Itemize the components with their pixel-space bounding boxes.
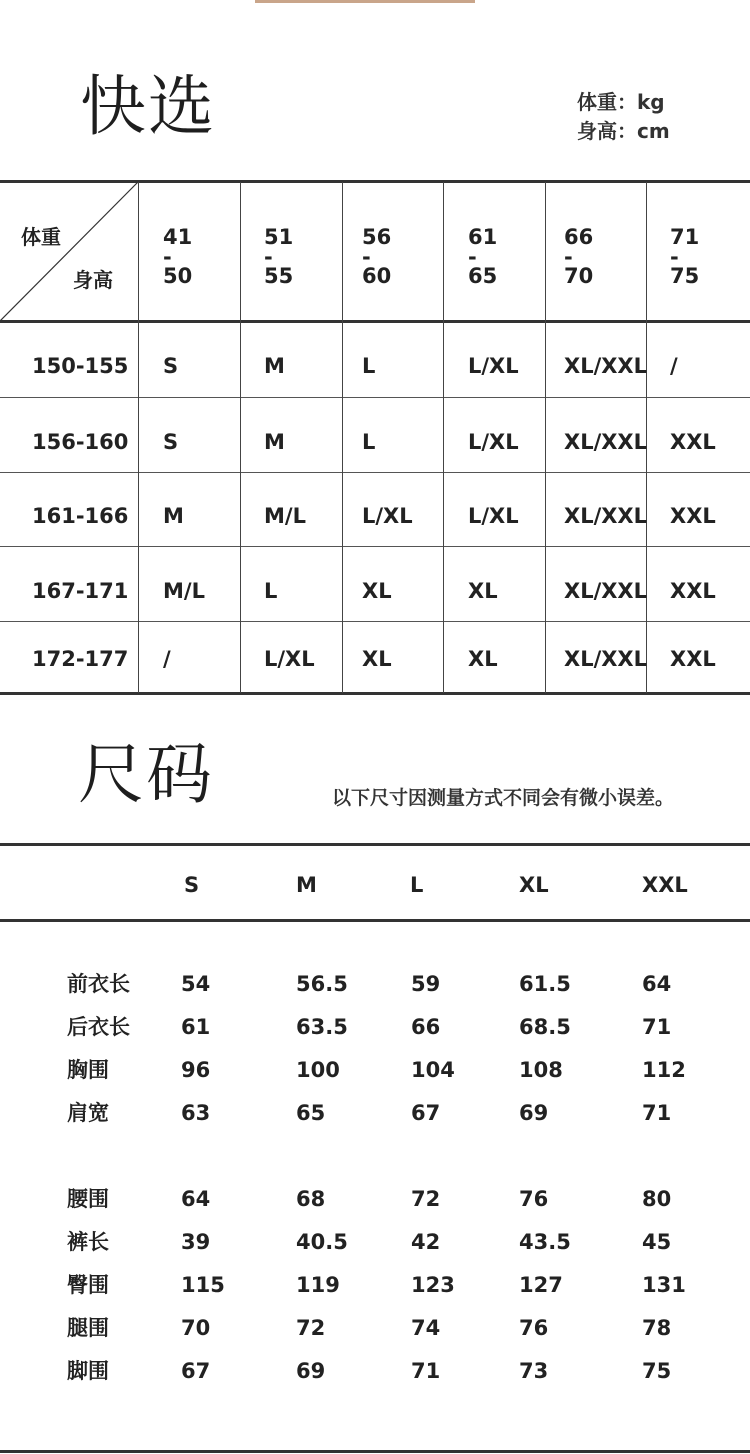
column-divider	[545, 182, 546, 693]
measurement-note: 以下尺寸因测量方式不同会有微小误差。	[332, 787, 675, 809]
size-cell: L/XL	[362, 504, 413, 528]
measurement-value: 64	[642, 972, 672, 996]
weight-range-header: 56 - 60	[362, 225, 392, 288]
size-cell: L/XL	[468, 354, 519, 378]
measurement-value: 71	[411, 1359, 441, 1383]
size-cell: S	[163, 430, 179, 454]
column-divider	[342, 182, 343, 693]
size-column-header: S	[184, 873, 200, 897]
size-column-header: M	[296, 873, 317, 897]
measurement-value: 78	[642, 1316, 672, 1340]
measurement-value: 67	[411, 1101, 441, 1125]
measurement-value: 72	[296, 1316, 326, 1340]
measurement-value: 71	[642, 1015, 672, 1039]
measurement-value: 69	[519, 1101, 549, 1125]
measurement-value: 59	[411, 972, 441, 996]
measurement-value: 72	[411, 1187, 441, 1211]
size-cell: /	[163, 647, 171, 671]
measurement-value: 80	[642, 1187, 672, 1211]
corner-diagonal	[0, 182, 139, 321]
size-cell: M	[264, 430, 285, 454]
size-column-header: XL	[519, 873, 549, 897]
measurement-value: 63.5	[296, 1015, 348, 1039]
size-cell: XL	[468, 647, 498, 671]
size-cell: XXL	[670, 579, 716, 603]
measurement-value: 61	[181, 1015, 211, 1039]
size-cell: XXL	[670, 504, 716, 528]
measurement-value: 73	[519, 1359, 549, 1383]
measurement-value: 74	[411, 1316, 441, 1340]
measurement-value: 115	[181, 1273, 225, 1297]
corner-weight-label: 体重	[21, 225, 61, 249]
measurement-value: 64	[181, 1187, 211, 1211]
measurement-value: 66	[411, 1015, 441, 1039]
measurement-label: 脚围	[67, 1359, 109, 1383]
measurement-value: 104	[411, 1058, 455, 1082]
measurement-label: 肩宽	[67, 1101, 109, 1125]
measurement-value: 61.5	[519, 972, 571, 996]
measurement-value: 76	[519, 1187, 549, 1211]
weight-range-header: 61 - 65	[468, 225, 498, 288]
size-cell: M/L	[163, 579, 205, 603]
size-cell: L/XL	[264, 647, 315, 671]
size-cell: XL/XXL	[564, 579, 648, 603]
height-unit-label: 身高：cm	[577, 119, 670, 143]
size-cell: XL/XXL	[564, 430, 648, 454]
measurement-label: 腿围	[67, 1316, 109, 1340]
measurement-value: 65	[296, 1101, 326, 1125]
weight-range-header: 41 - 50	[163, 225, 193, 288]
size-cell: XL/XXL	[564, 504, 648, 528]
measurement-value: 131	[642, 1273, 686, 1297]
column-divider	[240, 182, 241, 693]
size-cell: L/XL	[468, 430, 519, 454]
height-range-cell: 150-155	[32, 354, 129, 378]
size-header-bottom-border	[0, 919, 750, 922]
size-cell: L	[264, 579, 278, 603]
measurement-value: 108	[519, 1058, 563, 1082]
height-range-cell: 161-166	[32, 504, 129, 528]
size-table-top-border	[0, 843, 750, 846]
measurement-value: 119	[296, 1273, 340, 1297]
size-cell: XXL	[670, 430, 716, 454]
size-cell: XL	[362, 579, 392, 603]
measurement-value: 127	[519, 1273, 563, 1297]
size-cell: L	[362, 354, 376, 378]
quick-select-title: 快选	[80, 68, 216, 145]
column-divider	[443, 182, 444, 693]
weight-range-header: 51 - 55	[264, 225, 294, 288]
measurement-value: 76	[519, 1316, 549, 1340]
size-table-bottom-border	[0, 1450, 750, 1453]
measurement-value: 70	[181, 1316, 211, 1340]
measurement-value: 112	[642, 1058, 686, 1082]
size-cell: XL/XXL	[564, 647, 648, 671]
size-cell: XL	[468, 579, 498, 603]
height-range-cell: 156-160	[32, 430, 129, 454]
size-cell: S	[163, 354, 179, 378]
measurement-label: 胸围	[67, 1058, 109, 1082]
measurement-label: 臀围	[67, 1273, 109, 1297]
measurement-value: 54	[181, 972, 211, 996]
measurement-value: 71	[642, 1101, 672, 1125]
top-accent-bar	[255, 0, 475, 3]
size-chart-title: 尺码	[78, 736, 214, 813]
measurement-value: 56.5	[296, 972, 348, 996]
measurement-value: 68	[296, 1187, 326, 1211]
measurement-value: 42	[411, 1230, 441, 1254]
size-cell: /	[670, 354, 678, 378]
corner-height-label: 身高	[73, 268, 113, 292]
weight-range-header: 66 - 70	[564, 225, 594, 288]
measurement-value: 100	[296, 1058, 340, 1082]
weight-unit-label: 体重：kg	[577, 90, 665, 114]
weight-range-header: 71 - 75	[670, 225, 700, 288]
size-cell: M	[264, 354, 285, 378]
table-bottom-border	[0, 692, 750, 695]
measurement-value: 40.5	[296, 1230, 348, 1254]
measurement-label: 前衣长	[67, 972, 130, 996]
size-cell: L/XL	[468, 504, 519, 528]
measurement-value: 67	[181, 1359, 211, 1383]
measurement-value: 75	[642, 1359, 672, 1383]
measurement-label: 后衣长	[67, 1015, 130, 1039]
height-range-cell: 172-177	[32, 647, 129, 671]
size-cell: L	[362, 430, 376, 454]
height-range-cell: 167-171	[32, 579, 129, 603]
size-column-header: L	[410, 873, 424, 897]
row-divider	[0, 472, 750, 473]
measurement-value: 43.5	[519, 1230, 571, 1254]
size-cell: XL/XXL	[564, 354, 648, 378]
measurement-label: 腰围	[67, 1187, 109, 1211]
row-divider	[0, 621, 750, 622]
measurement-value: 39	[181, 1230, 211, 1254]
measurement-value: 96	[181, 1058, 211, 1082]
row-divider	[0, 546, 750, 547]
measurement-value: 123	[411, 1273, 455, 1297]
size-cell: M/L	[264, 504, 306, 528]
size-cell: XXL	[670, 647, 716, 671]
measurement-value: 68.5	[519, 1015, 571, 1039]
measurement-value: 63	[181, 1101, 211, 1125]
measurement-value: 45	[642, 1230, 672, 1254]
measurement-label: 裤长	[67, 1230, 109, 1254]
size-cell: M	[163, 504, 184, 528]
row-divider	[0, 397, 750, 398]
size-cell: XL	[362, 647, 392, 671]
measurement-value: 69	[296, 1359, 326, 1383]
size-column-header: XXL	[642, 873, 688, 897]
